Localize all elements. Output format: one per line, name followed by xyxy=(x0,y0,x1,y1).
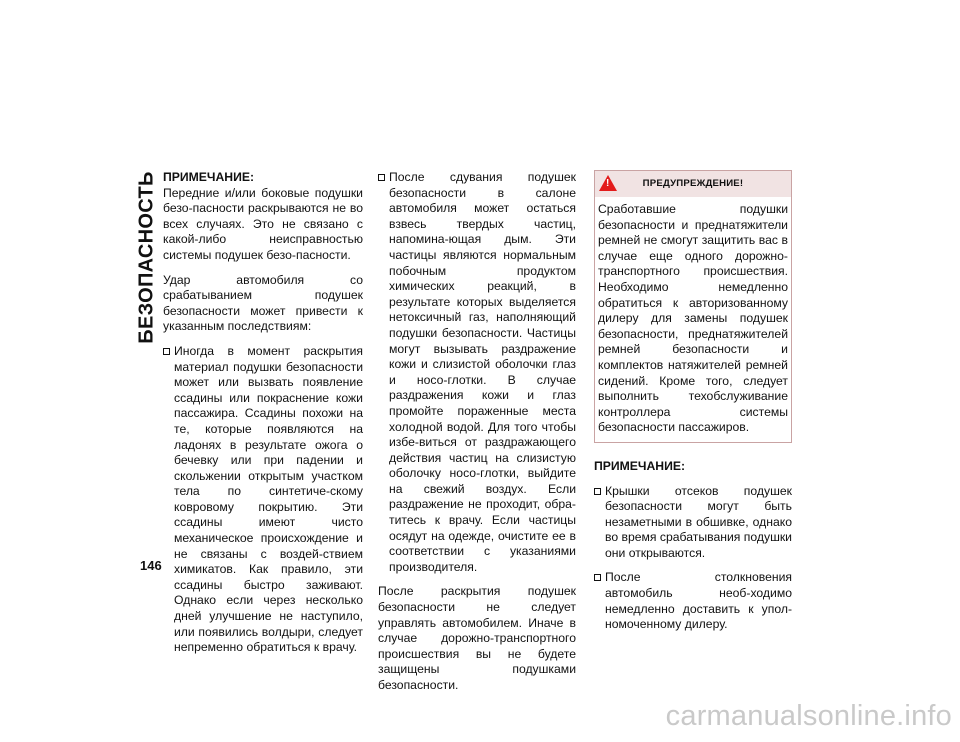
bullet-text: Крышки отсеков подушек безопасности могут быть незаметными в обшивке, однако во время срабатывания подушки они открываются. xyxy=(605,483,792,560)
bullet-text: Иногда в момент раскрытия материал подушки безопасности может или вызвать появление ссадины или покраснение кожи пассажира. Ссадины похожи на те, которые появляются на ладонях в результате ожога о бечевку или при падении и скольжении открытым участком тела по синтетиче-скому ковровому покрытию. Эти ссадины имеют чисто механическое происхождение и не связаны с воздей-ствием химикатов. Как правило, эти ссадины быстро заживают. Однако если через несколько дней улучшение не наступило, или появились волдыри, следует непременно обратиться к врачу. xyxy=(174,343,363,655)
bullet-text: После сдувания подушек безопасности в салоне автомобиля может остаться взвесь твердых частиц, напомина-ющая дым. Эти частицы являются нормальным побочным продуктом химических реакций, в результате которых выделяется нетоксичный газ, наполняющий подушки безопасности. Частицы могут вызывать раздражение кожи и слизистой оболочки глаз и носо-глотки. В случае раздражения кожи и глаз промойте пораженные места холодной водой. Для того чтобы избе-виться от раздражающего действия частиц на слизистую оболочку носо-глотки, выйдите на свежий воздух. Если раздражение не проходит, обра-титесь к врачу. Если частицы осядут на одежде, очистите ее в соответствии с указаниями производителя. xyxy=(389,170,576,574)
bullet-square-icon xyxy=(163,348,170,355)
note-heading: ПРИМЕЧАНИЕ: xyxy=(163,170,255,184)
warning-box xyxy=(594,170,792,443)
note-heading: ПРИМЕЧАНИЕ: xyxy=(594,458,686,473)
bullet-square-icon xyxy=(378,174,385,181)
warning-triangle-icon xyxy=(599,175,617,191)
bullet-item xyxy=(594,570,792,632)
bullet-item xyxy=(594,484,792,562)
column-3 xyxy=(594,170,792,642)
warning-text: Сработавшие подушки безопасности и преднатяжители ремней не смогут защитить вас в случае еще одного дорожно-транспортного происшествия. Необходимо немедленно обратиться к авторизованному дилеру для замены подушек безопасности, преднатяжителей ремней безопасности и комплектов натяжителей ремней сидений. Кроме того, следует выполнить техобслуживание контроллера системы безопасности пассажиров. xyxy=(598,202,788,435)
warning-title: ПРЕДУПРЕЖДЕНИЕ! xyxy=(642,178,744,190)
bullet-square-icon xyxy=(594,488,601,495)
page-number: 146 xyxy=(140,558,162,573)
section-tab xyxy=(136,162,158,352)
watermark: carmanualsonline.info xyxy=(665,700,952,732)
paragraph: Удар автомобиля со срабатыванием подушек безопасности может привести к указанным последствиям: xyxy=(163,272,363,334)
bullet-item xyxy=(163,344,363,656)
column-2 xyxy=(378,170,576,703)
section-title: БЕЗОПАСНОСТЬ xyxy=(135,170,158,344)
warning-header xyxy=(595,171,791,197)
bullet-square-icon xyxy=(594,574,601,581)
bullet-text: После столкновения автомобиль необ-ходимо немедленно доставить к упол-номоченному дилеру. xyxy=(605,570,792,632)
column-1 xyxy=(163,170,363,665)
bullet-item xyxy=(378,170,576,575)
paragraph: Передние и/или боковые подушки безо-пасности раскрываются не во всех случаях. Это не связано с какой-либо неисправностью системы подушек безо-пасности. xyxy=(163,185,363,262)
paragraph: После раскрытия подушек безопасности не следует управлять автомобилем. Иначе в случае дорожно-транспортного происшествия вы не будете защищены подушками безопасности. xyxy=(378,584,576,692)
